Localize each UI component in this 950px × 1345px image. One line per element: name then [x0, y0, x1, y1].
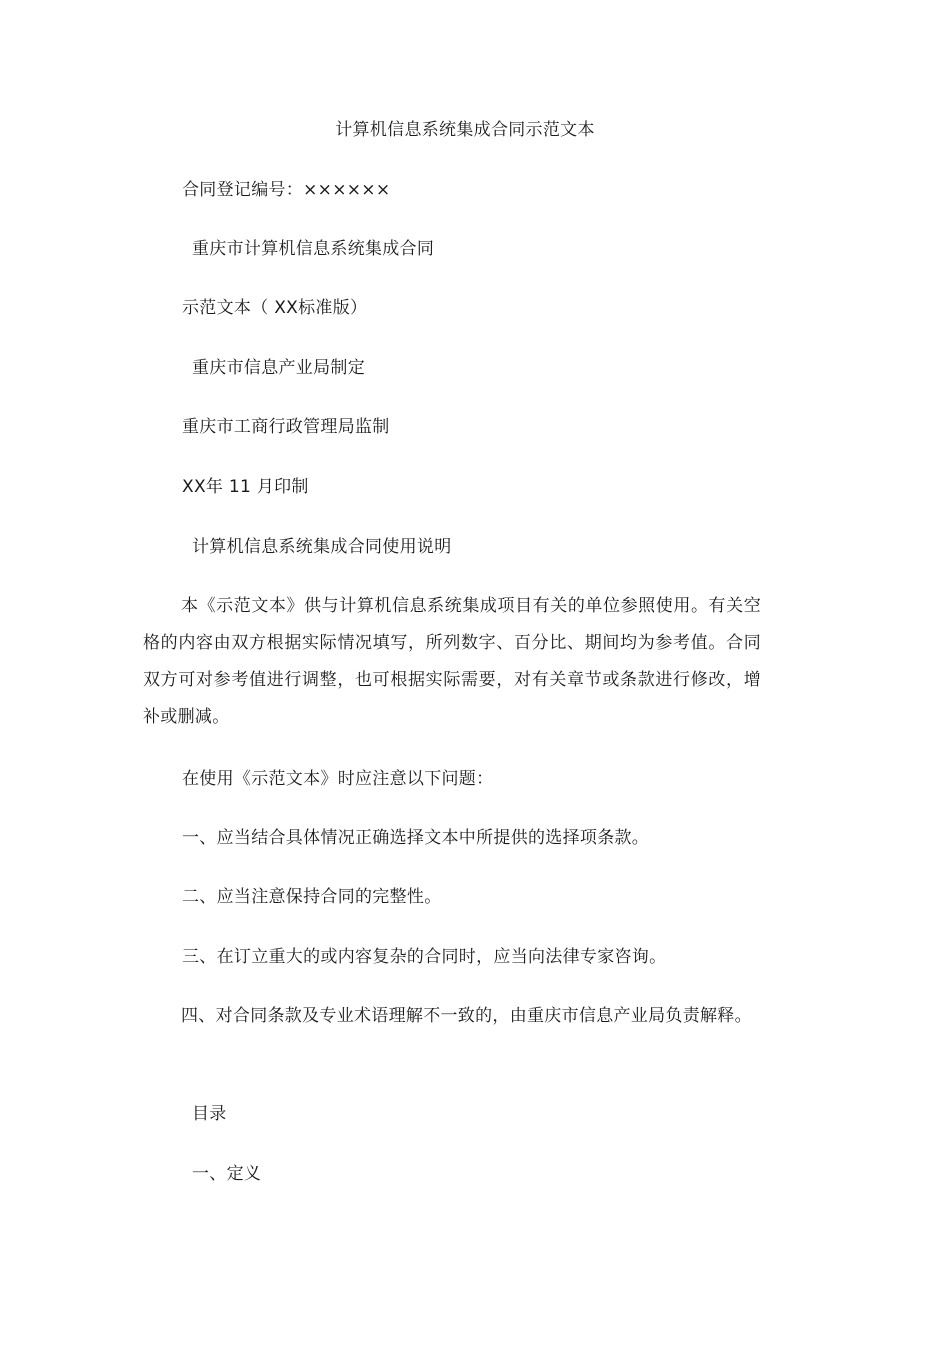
note-item: 四、对合同条款及专业术语理解不一致的，由重庆市信息产业局负责解释。 [181, 1006, 752, 1026]
edition-label: 示范文本（ XX标准版） [182, 298, 368, 318]
print-date: XX年 11 月印制 [182, 477, 309, 497]
notice-intro: 在使用《示范文本》时应注意以下问题： [182, 769, 494, 789]
instructions-title: 计算机信息系统集成合同使用说明 [192, 537, 452, 557]
intro-paragraph: 本《示范文本》供与计算机信息系统集成项目有关的单位参照使用。有关空格的内容由双方根据实际情况填写，所列数字、百分比、期间均为参考值。合同双方可对参考值进行调整，也可根据实际需要，对有关章节或条款进行修改，增补或删减。 [143, 596, 761, 727]
toc-item: 一、定义 [192, 1164, 262, 1184]
contract-name: 重庆市计算机信息系统集成合同 [192, 239, 435, 259]
issuer-label: 重庆市信息产业局制定 [192, 358, 365, 378]
note-item: 一、应当结合具体情况正确选择文本中所提供的选择项条款。 [182, 828, 650, 848]
document-title: 计算机信息系统集成合同示范文本 [335, 120, 595, 140]
note-item: 三、在订立重大的或内容复杂的合同时，应当向法律专家咨询。 [182, 947, 667, 967]
registration-number: 合同登记编号：×××××× [182, 180, 391, 200]
note-item: 二、应当注意保持合同的完整性。 [182, 887, 442, 907]
toc-title: 目录 [192, 1104, 227, 1124]
supervisor-label: 重庆市工商行政管理局监制 [182, 417, 390, 437]
